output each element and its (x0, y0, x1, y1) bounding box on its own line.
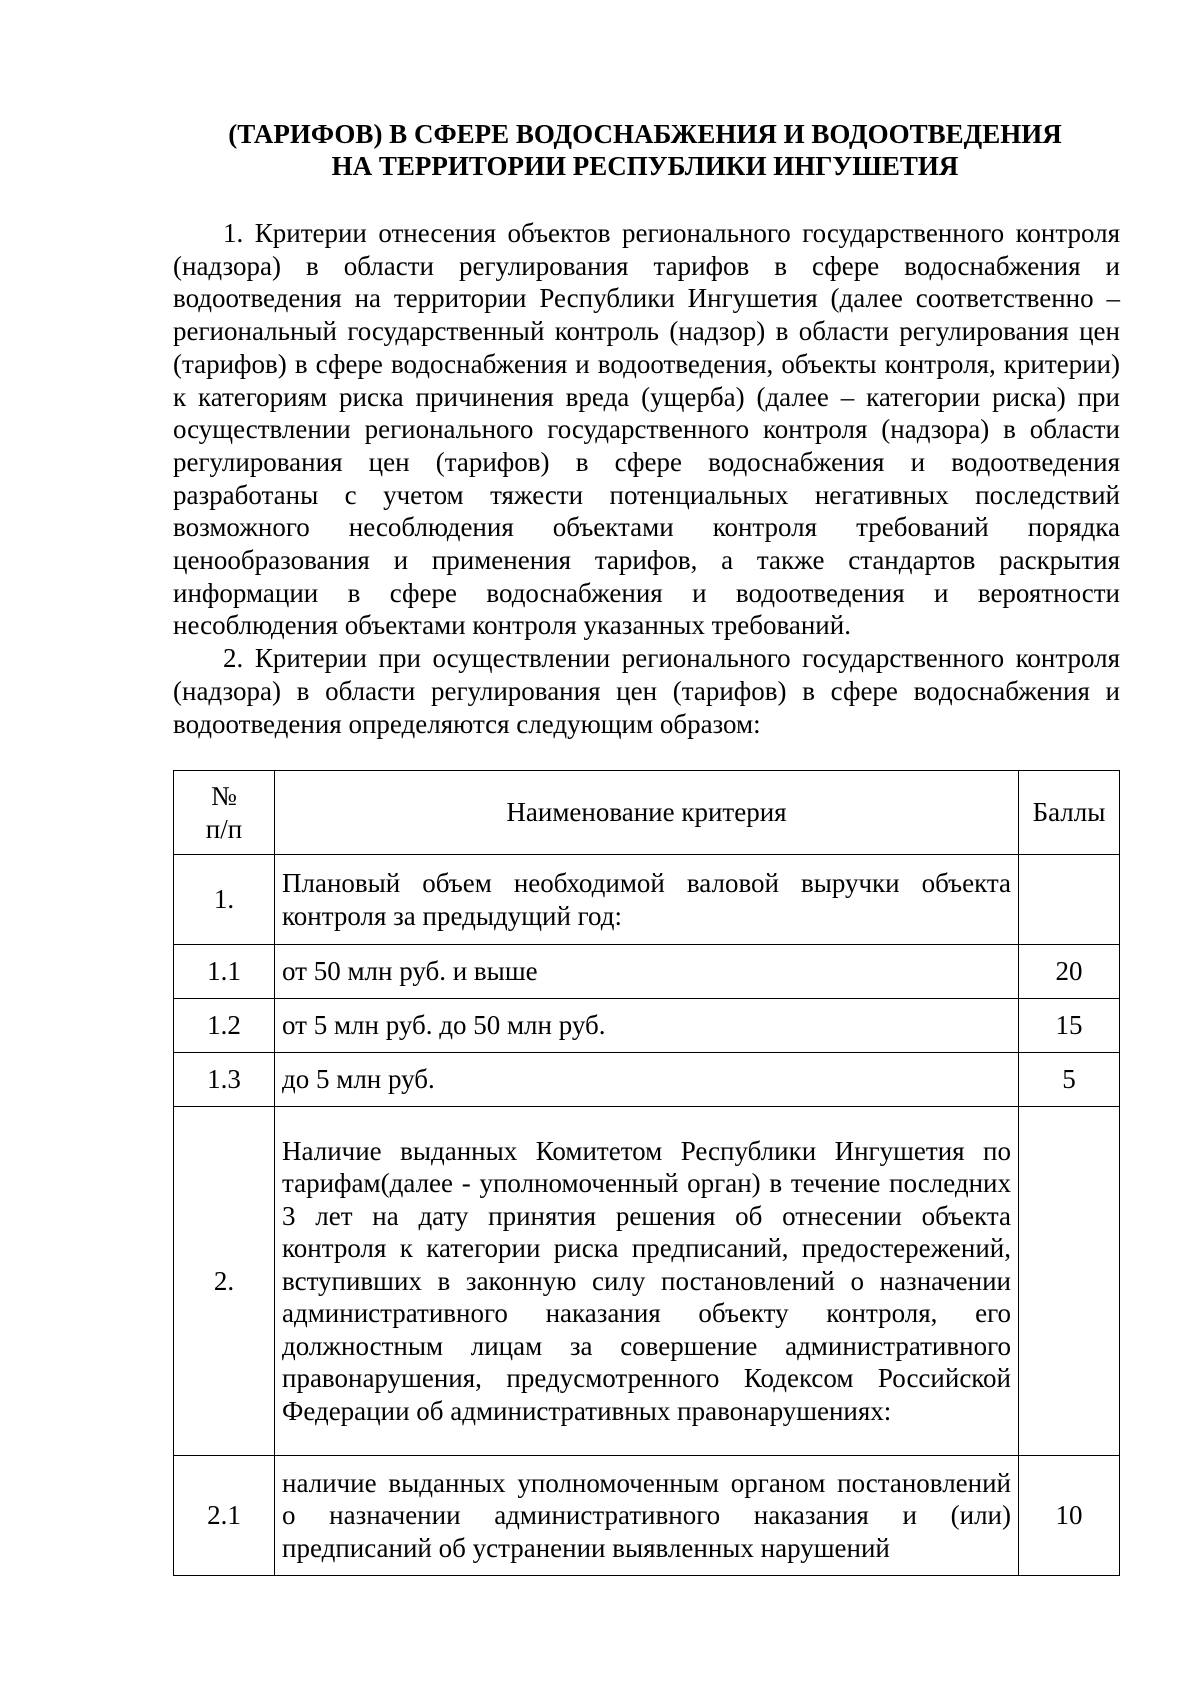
row-score (1019, 1107, 1120, 1456)
row-criterion: от 5 млн руб. до 50 млн руб. (275, 999, 1019, 1053)
table-row (174, 1456, 1120, 1576)
header-number-symbol: № (211, 781, 237, 811)
row-criterion: Плановый объем необходимой валовой выручки объекта контроля за предыдущий год: (275, 855, 1019, 945)
header-number (174, 771, 275, 855)
row-number: 2.1 (174, 1456, 275, 1576)
document-body (173, 217, 1120, 740)
heading-line-2: НА ТЕРРИТОРИИ РЕСПУБЛИКИ ИНГУШЕТИЯ (331, 151, 959, 181)
heading-line-1: (ТАРИФОВ) В СФЕРЕ ВОДОСНАБЖЕНИЯ И ВОДООТВЕДЕНИЯ (228, 119, 1062, 149)
table-row (174, 855, 1120, 945)
table-row (174, 1053, 1120, 1107)
row-criterion: до 5 млн руб. (275, 1053, 1019, 1107)
table-header-row (174, 771, 1120, 855)
row-score: 10 (1019, 1456, 1120, 1576)
row-number: 1.3 (174, 1053, 275, 1107)
table-row (174, 1107, 1120, 1456)
table-row (174, 945, 1120, 999)
row-criterion: наличие выданных уполномоченным органом постановлений о назначении административного наказания и (или) предписаний об устранении выявленных нарушений (275, 1456, 1019, 1576)
header-criterion-name: Наименование критерия (275, 771, 1019, 855)
row-score: 20 (1019, 945, 1120, 999)
row-number: 2. (174, 1107, 275, 1456)
row-number: 1.1 (174, 945, 275, 999)
row-score: 15 (1019, 999, 1120, 1053)
row-criterion: Наличие выданных Комитетом Республики Ингушетия по тарифам(далее - уполномоченный орган) в течение последних 3 лет на дату принятия решения об отнесении объекта контроля к категории риска предписаний, предостережений, вступивших в законную силу постановлений о назначении административного наказания объекту контроля, его должностным лицам за совершение административного правонарушения, предусмотренного Кодексом Российской Федерации об административных правонарушениях: (275, 1107, 1019, 1456)
row-score (1019, 855, 1120, 945)
paragraph-1: 1. Критерии отнесения объектов регионального государственного контроля (надзора) в области регулирования тарифов в сфере водоснабжения и водоотведения на территории Республики Ингушетия (далее соответственно – региональный государственный контроль (надзор) в области регулирования цен (тарифов) в сфере водоснабжения и водоотведения, объекты контроля, критерии) к категориям риска причинения вреда (ущерба) (далее – категории риска) при осуществлении регионального государственного контроля (надзора) в области регулирования цен (тарифов) в сфере водоснабжения и водоотведения разработаны с учетом тяжести потенциальных негативных последствий возможного несоблюдения объектами контроля требований порядка ценообразования и применения тарифов, а также стандартов раскрытия информации в сфере водоснабжения и водоотведения и вероятности несоблюдения объектами контроля указанных требований. (173, 218, 1120, 641)
table-row (174, 999, 1120, 1053)
criteria-table (173, 770, 1120, 1576)
document-heading (170, 118, 1120, 182)
paragraph-2: 2. Критерии при осуществлении регионального государственного контроля (надзора) в области регулирования цен (тарифов) в сфере водоснабжения и водоотведения определяются следующим образом: (173, 643, 1120, 739)
row-number: 1.2 (174, 999, 275, 1053)
header-number-abbr: п/п (205, 813, 243, 844)
row-number: 1. (174, 855, 275, 945)
header-score: Баллы (1019, 771, 1120, 855)
row-criterion: от 50 млн руб. и выше (275, 945, 1019, 999)
row-score: 5 (1019, 1053, 1120, 1107)
